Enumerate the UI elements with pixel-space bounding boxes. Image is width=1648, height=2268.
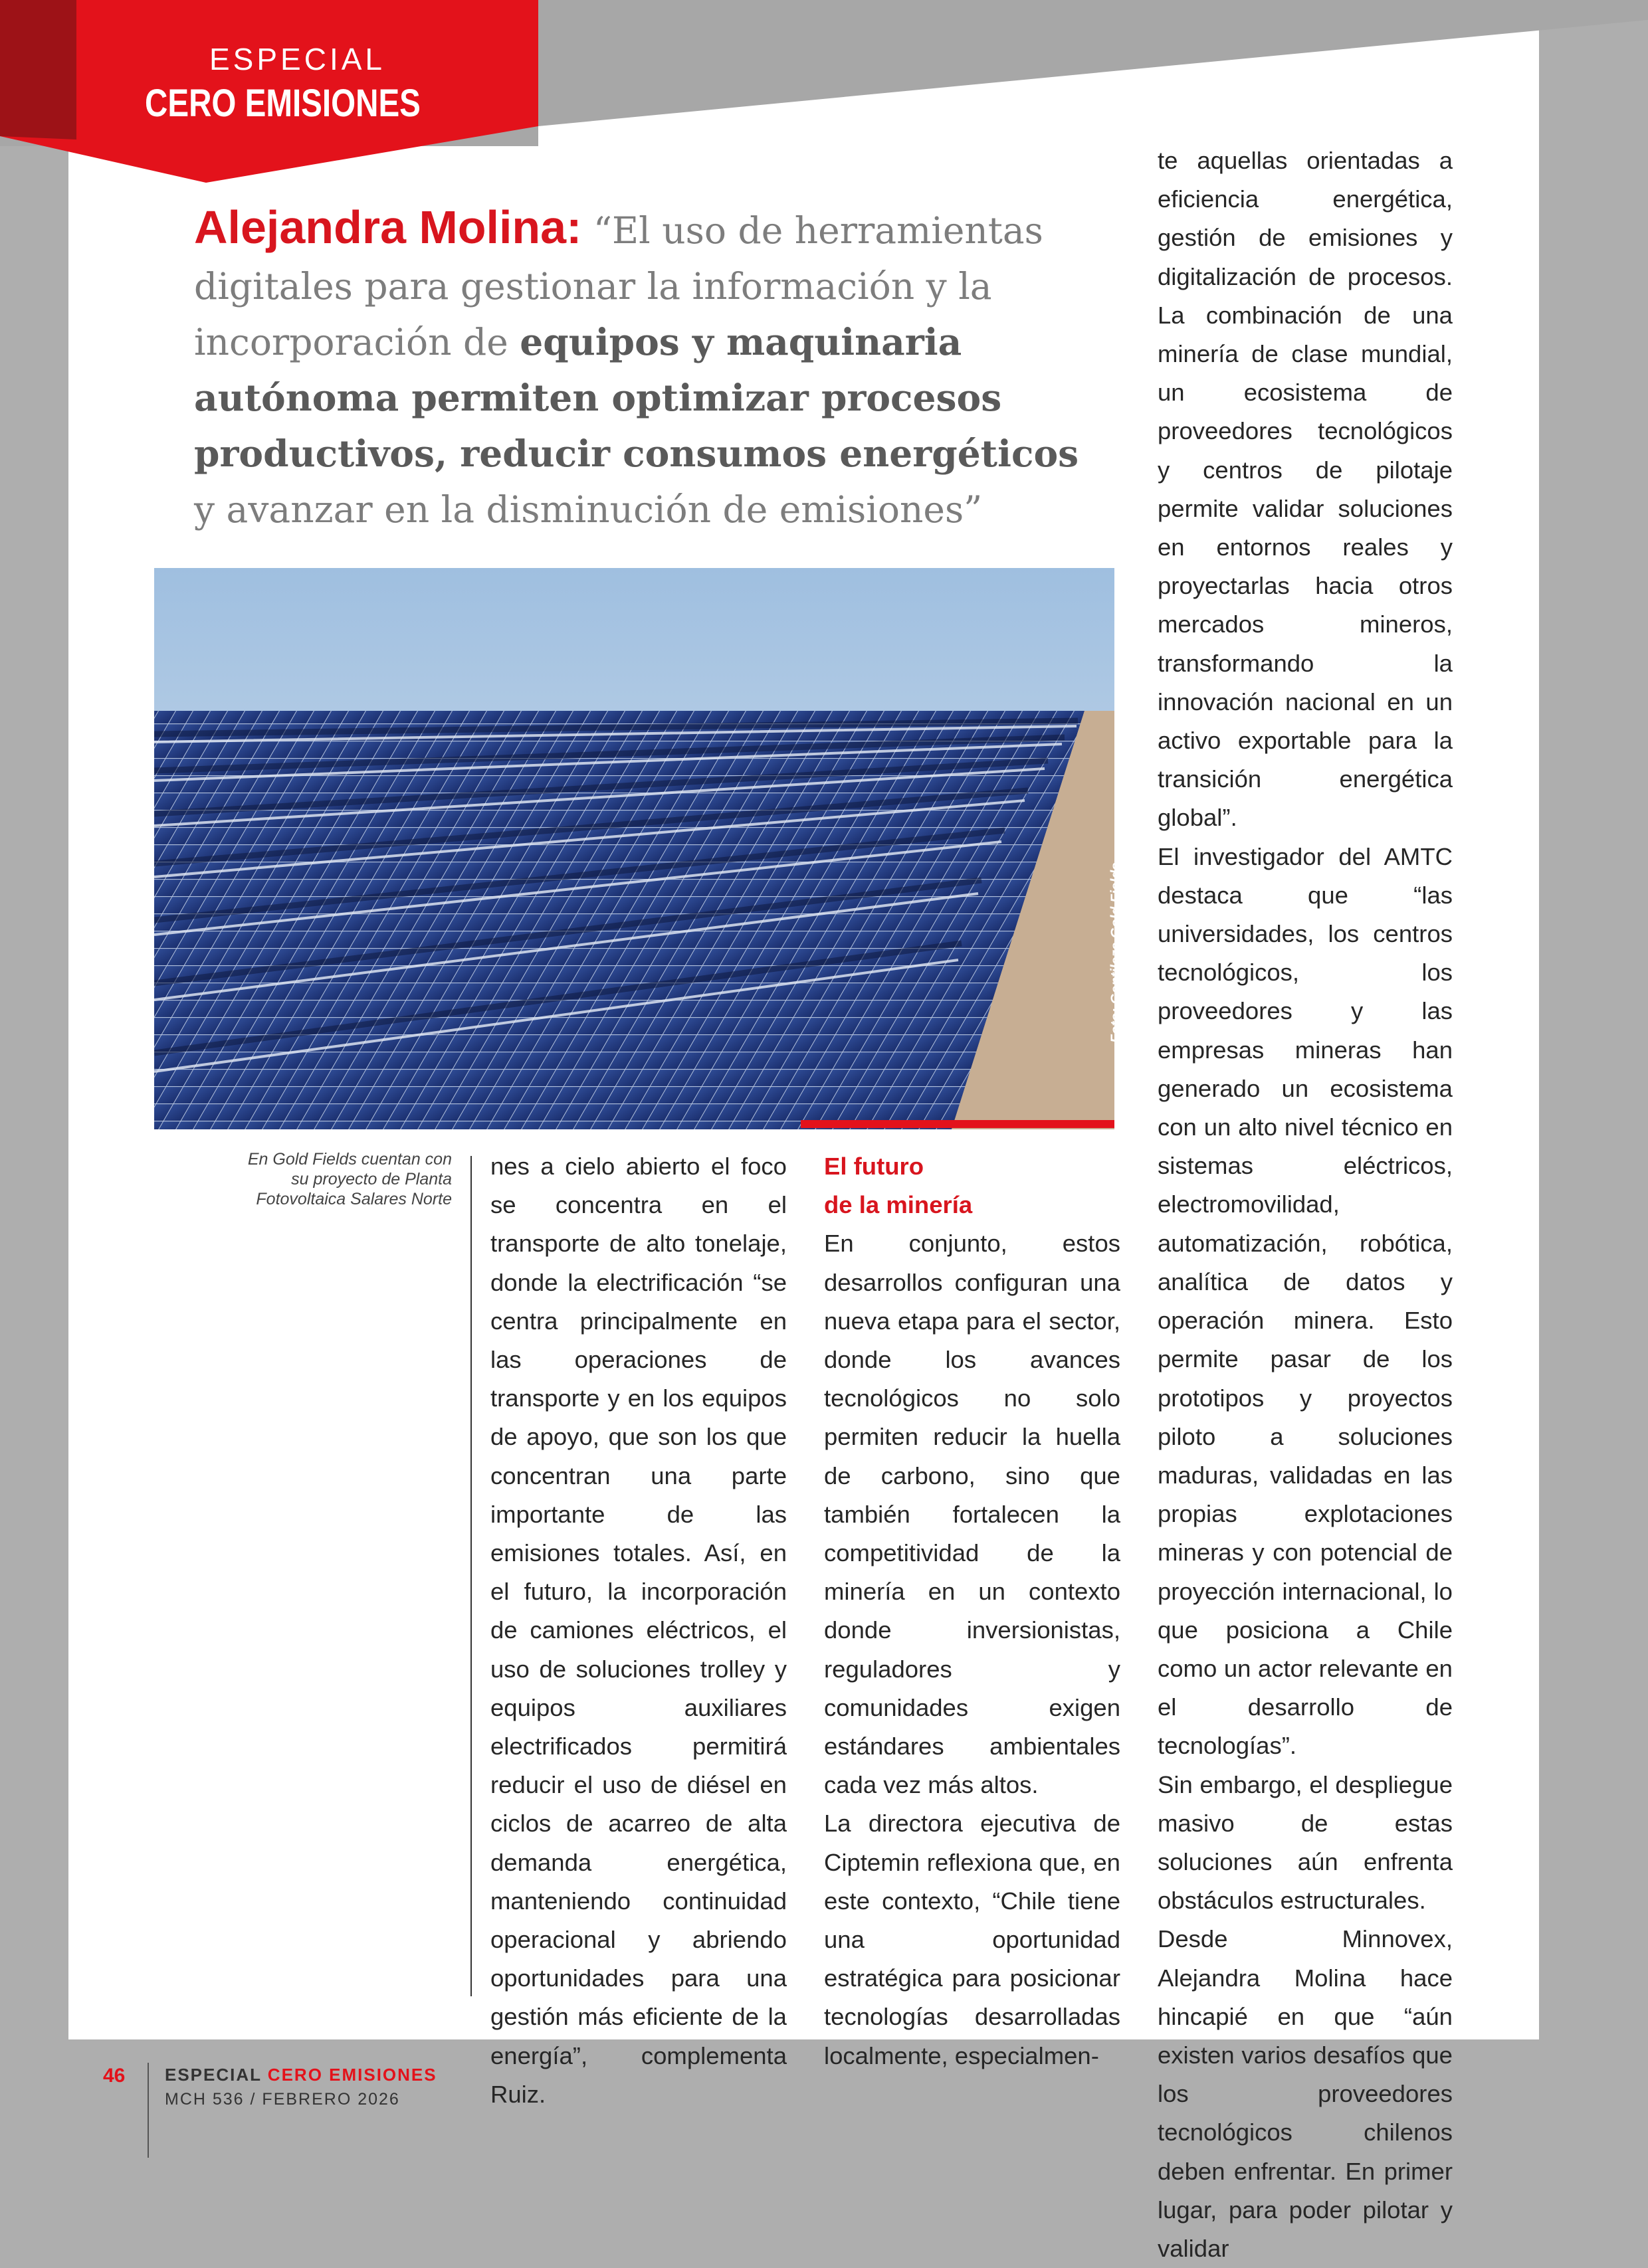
- col3-paragraph-4: Desde Minnovex, Alejandra Molina hace hincapié en que “aún existen varios desafíos que los proveedores tecnológicos chilenos deben enfrentar. En primer lugar, para poder pilotar y validar: [1158, 1925, 1453, 2262]
- solar-panels-illustration: [154, 568, 1114, 1129]
- col1-paragraph: nes a cielo abierto el foco se concentra en el transporte de alto tonelaje, donde la electrificación “se centra principalmente en las operaciones de transporte y en los equipos de apoyo, que son los que concentran una parte importante de las emisiones totales. Así, en el futuro, la incorporación de camiones eléctricos, el uso de soluciones trolley y equipos auxiliares electrificados permitirá reducir el uso de diésel en ciclos de acarreo de alta demanda energética, manteniendo continuidad operacional y abriendo oportunidades para una gestión más eficiente de la energía”, complementa Ruiz.: [490, 1153, 787, 2108]
- solar-panels-photo: [154, 568, 1114, 1129]
- column-1: [490, 1147, 787, 2114]
- col3-paragraph-3: Sin embargo, el despliegue masivo de estas soluciones aún enfrenta obstáculos estructurales.: [1158, 1770, 1453, 1915]
- subheading-line2: de la minería: [824, 1191, 973, 1219]
- column-2: [824, 1147, 1120, 2075]
- headline-quote-bold: equipos y maquinaria autónoma permiten optimizar procesos productivos, reducir consumos energéticos: [194, 320, 1079, 475]
- footer-section: [165, 2065, 437, 2085]
- footer-section-accent: CERO EMISIONES: [267, 2065, 437, 2085]
- headline-quote-part1: “El uso de herramientas digitales para gestionar la información y la incorporación de: [194, 209, 1043, 363]
- photo-caption: En Gold Fields cuentan con su proyecto de Planta Fotovoltaica Salares Norte: [247, 1150, 452, 1208]
- photo-credit: Foto: Gentileza Gold Fields: [1108, 862, 1124, 1043]
- col3-paragraph-1: te aquellas orientadas a eficiencia energética, gestión de emisiones y digitalización de procesos. La combinación de una minería de clase mundial, un ecosistema de proveedores tecnológicos y centros de pilotaje permite validar soluciones en entornos reales y proyectarlas hacia otros mercados mineros, transformando la innovación nacional en un activo exportable para la transición energética global”.: [1158, 147, 1453, 832]
- col2-paragraph-1: En conjunto, estos desarrollos configuran una nueva etapa para el sector, donde los avances tecnológicos no solo permiten reducir la huella de carbono, sino que también fortalecen la competitividad de la minería en un contexto donde inversionistas, reguladores y comunidades exigen estándares ambientales cada vez más altos.: [824, 1230, 1120, 1799]
- headline-name: Alejandra Molina:: [194, 201, 582, 253]
- panel-rows: [154, 711, 1084, 1129]
- section-title: CERO EMISIONES: [145, 82, 421, 125]
- footer-divider: [148, 2063, 149, 2158]
- column-3: [1158, 142, 1453, 2268]
- headline: [194, 199, 1104, 537]
- photo-accent-rule: [801, 1120, 1114, 1128]
- headline-quote-part2: y avanzar en la disminución de emisiones”: [194, 488, 983, 531]
- col2-paragraph-2: La directora ejecutiva de Ciptemin reflexiona que, en este contexto, “Chile tiene una oportunidad estratégica para posicionar tecnologías desarrolladas localmente, especialmen-: [824, 1810, 1120, 2069]
- section-eyebrow: ESPECIAL: [209, 42, 385, 76]
- subheading-line1: El futuro: [824, 1153, 924, 1180]
- section-banner-shadow: [0, 0, 76, 140]
- footer-issue: MCH 536 / FEBRERO 2026: [165, 2090, 400, 2109]
- footer-section-prefix: ESPECIAL: [165, 2065, 262, 2085]
- col3-paragraph-2: El investigador del AMTC destaca que “las universidades, los centros tecnológicos, los proveedores y las empresas mineras han generado un ecosistema con un alto nivel técnico en sistemas eléctricos, electromovilidad, automatización, robótica, analítica de datos y operación minera. Esto permite pasar de los prototipos y proyectos piloto a soluciones maduras, validadas en las propias explotaciones mineras y con potencial de proyección internacional, lo que posiciona a Chile como un actor relevante en el desarrollo de tecnologías”.: [1158, 842, 1453, 1760]
- page-number: 46: [103, 2065, 126, 2087]
- column-divider: [470, 1156, 472, 1996]
